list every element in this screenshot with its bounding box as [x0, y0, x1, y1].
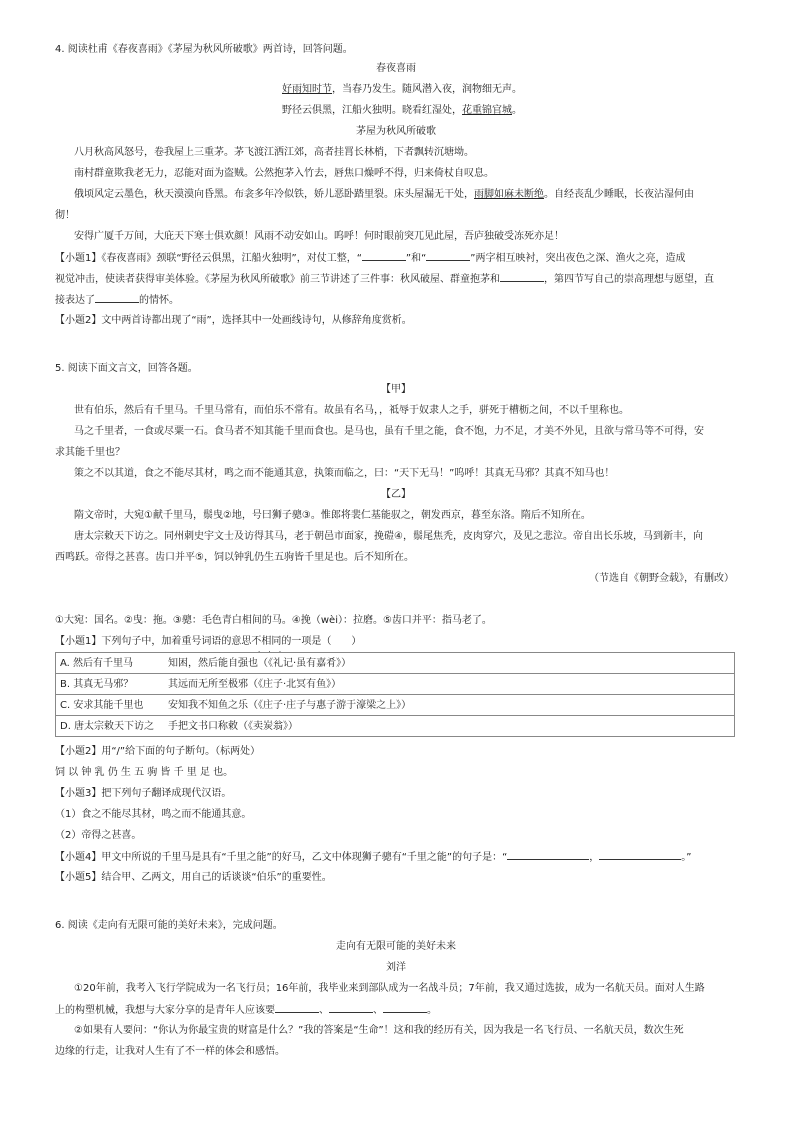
poem1-title: 春夜喜雨 [376, 63, 416, 74]
q5-subq4 [55, 850, 691, 864]
poem2-para1: 八月秋高风怒号，卷我屋上三重茅。茅飞渡江洒江郊，高者挂罥长林梢，下者飘转沉塘坳。 [74, 147, 474, 158]
q5-subq1: 【小题1】下列句子中，加着重号词语的意思不相同的一项是（ ） [55, 636, 362, 647]
poem2-para4: 安得广厦千万间，大庇天下寒士俱欢颜！风雨不动安如山。呜呼！何时眼前突兀见此屋，吾庐独破受冻死亦足！ [74, 231, 564, 242]
underlined-verse: 雨脚如麻未断绝 [474, 189, 544, 200]
answer-blank[interactable] [500, 272, 544, 282]
answer-blank[interactable] [95, 293, 139, 303]
text-segment: 上的构塑机械，我想与大家分享的是青年人应该要 [55, 1005, 275, 1016]
text-segment: 、 [373, 1005, 383, 1016]
text-segment: 接表达了 [55, 295, 95, 306]
jia-para2-cont: 求其能千里也？ [55, 447, 125, 458]
q5-heading: 5. 阅读下面文言文，回答各题。 [55, 363, 198, 374]
q5-subq2: 【小题2】用“/”给下面的句子断句。（标两处） [55, 746, 261, 757]
answer-blank[interactable] [275, 1003, 319, 1013]
q5-subq3-item1: （1）食之不能尽其材，鸣之而不能通其意。 [55, 809, 252, 820]
text-segment: 视觉冲击，使读者获得审美体验。《茅屋为秋风所破歌》前三节讲述了三件事：秋风破屋、群童抱茅和 [55, 274, 500, 285]
poem1-line2-end: 。 [512, 105, 522, 116]
passage-yi-label: 【乙】 [381, 489, 411, 500]
options-table [55, 652, 735, 737]
text-segment: 、 [319, 1005, 329, 1016]
emphasis-dots: · · · [258, 648, 285, 656]
poem2-para3 [74, 188, 694, 201]
q6-heading: 6. 阅读《走向有无限可能的美好未来》，完成问题。 [55, 920, 283, 931]
answer-blank[interactable] [507, 850, 589, 860]
poem2-para3-cont: 彻！ [55, 210, 75, 221]
article-para1: ①20年前，我考入飞行学院成为一名飞行员；16年前，我毕业来到部队成为一名战斗员；7年前，我又通过选拔，成为一名航天员。面对人生路 [74, 983, 705, 994]
option-compare: 其远而无所至极邪（《庄子·北冥有鱼》） [164, 674, 735, 695]
option-compare: 知困，然后能自强也（《礼记·虽有嘉肴》） [164, 653, 735, 674]
q4-heading: 4. 阅读杜甫《春夜喜雨》《茅屋为秋风所破歌》两首诗，回答问题。 [55, 44, 353, 55]
answer-blank[interactable] [383, 1003, 427, 1013]
article-title: 走向有无限可能的美好未来 [336, 941, 456, 952]
article-para1-cont [55, 1003, 437, 1017]
annotations: ①大宛：国名。②曳：拖。③骢：毛色青白相间的马。④挽（wèi）：拉磨。⑤齿口并平：指马老了。 [55, 615, 492, 626]
yi-para2-cont: 西鸣跃。帝得之甚喜。齿口并平⑤，饲以钟乳仍生五驹皆千里足也。后不知所在。 [55, 552, 414, 563]
option-sentence: D. 唐太宗敕天下访之 [56, 716, 165, 737]
text-segment: 。 [427, 1005, 437, 1016]
underlined-verse: 好雨知时节 [282, 84, 332, 95]
text-segment: ，第四节写自己的崇高理想与愿望，直 [544, 274, 714, 285]
option-row-d[interactable] [56, 716, 735, 737]
yi-para2: 唐太宗敕天下访之。同州刺史宇文士及访得其马，老于朝邑市面家，挽磑④，鬃尾焦秃，皮肉穿穴，及见之悲泣。帝自出长乐坡，马到新丰，向 [74, 531, 703, 542]
poem2-para3-start: 俄顷风定云墨色，秋天漠漠向昏黑。布衾多年冷似铁，娇儿恶卧踏里裂。床头屋漏无干处， [74, 189, 474, 200]
article-para2: ②如果有人要问：“你认为你最宝贵的财富是什么？”我的答案是“生命”！这和我的经历有关，因为我是一名飞行员、一名航天员，数次生死 [74, 1025, 684, 1036]
q4-subq2: 【小题2】文中两首诗都出现了“雨”，选择其中一处画线诗句，从修辞角度赏析。 [55, 315, 412, 326]
text-segment: 。” [681, 852, 692, 863]
poem2-para2: 南村群童欺我老无力，忍能对面为盗贼。公然抱茅入竹去，唇焦口燥呼不得，归来倚杖自叹息。 [74, 168, 494, 179]
text-segment: ”和“ [405, 253, 427, 264]
text-segment: ”两字相互映衬，突出夜色之深、渔火之亮，造成 [470, 253, 686, 264]
q5-subq3: 【小题3】把下列句子翻译成现代汉语。 [55, 788, 232, 799]
option-row-a[interactable] [56, 653, 735, 674]
poem1-line1-rest: ，当春乃发生。随风潜入夜，润物细无声。 [332, 84, 522, 95]
answer-blank[interactable] [329, 1003, 373, 1013]
answer-blank[interactable] [362, 251, 406, 261]
text-segment: 的情怀。 [139, 295, 179, 306]
jia-para3: 策之不以其道，食之不能尽其材，鸣之而不能通其意，执策而临之，曰：“天下无马！”呜呼！其真无马邪？其真不知马也！ [74, 468, 615, 479]
article-author: 刘洋 [386, 962, 406, 973]
q4-subq1-line1 [55, 251, 685, 265]
poem1-line2-start: 野径云俱黑，江船火独明。晓看红湿处， [282, 105, 462, 116]
poem2-title: 茅屋为秋风所破歌 [356, 126, 436, 137]
q4-subq1-line2 [55, 272, 714, 286]
article-para2-cont: 边缘的行走，让我对人生有了不一样的体会和感悟。 [55, 1046, 285, 1057]
option-sentence: A. 然后有千里马 [56, 653, 165, 674]
option-sentence: B. 其真无马邪？ [56, 674, 165, 695]
underlined-verse: 花重锦官城 [462, 105, 512, 116]
source-note: （节选自《朝野佥载》，有删改） [589, 573, 734, 584]
poem1-line2 [282, 104, 522, 117]
yi-para1: 隋文帝时，大宛①献千里马，鬃曳②地，号曰狮子骢③。惟郎将裴仁基能驭之，朝发西京，暮至东洛。隋后不知所在。 [74, 510, 591, 521]
option-compare: 手把文书口称敕（《卖炭翁》） [164, 716, 735, 737]
text-segment: ， [589, 852, 600, 863]
passage-jia-label: 【甲】 [381, 384, 411, 395]
option-row-b[interactable] [56, 674, 735, 695]
poem2-para3-end: 。自经丧乱少睡眠，长夜沾湿何由 [544, 189, 694, 200]
answer-blank[interactable] [426, 251, 470, 261]
option-compare: 安知我不知鱼之乐（《庄子·庄子与惠子游于濠梁之上》） [164, 695, 735, 716]
jia-para1: 世有伯乐，然后有千里马。千里马常有，而伯乐不常有。故虽有名马，，祗辱于奴隶人之手，骈死于槽枥之间，不以千里称也。 [74, 405, 629, 416]
text-segment: 【小题4】甲文中所说的千里马是具有“千里之能”的好马，乙文中体现狮子骢有“千里之能”的句子是：“ [55, 852, 508, 863]
option-row-c[interactable] [56, 695, 735, 716]
answer-blank[interactable] [599, 850, 681, 860]
text-segment: 【小题1】《春夜喜雨》颈联“野径云俱黑，江船火独明”，对仗工整，“ [55, 253, 362, 264]
jia-para2: 马之千里者，一食或尽粟一石。食马者不知其能千里而食也。是马也，虽有千里之能，食不饱，力不足，才美不外见，且欲与常马等不可得，安 [74, 426, 704, 437]
q5-subq2-sentence: 饲 以 钟 乳 仍 生 五 驹 皆 千 里 足 也。 [55, 767, 234, 778]
q5-subq3-item2: （2）帝得之甚喜。 [55, 830, 142, 841]
q4-subq1-line3 [55, 293, 179, 307]
q5-subq5: 【小题5】结合甲、乙两文，用自己的话谈谈“伯乐”的重要性。 [55, 872, 332, 883]
option-sentence: C. 安求其能千里也 [56, 695, 165, 716]
poem1-line1 [282, 83, 522, 96]
